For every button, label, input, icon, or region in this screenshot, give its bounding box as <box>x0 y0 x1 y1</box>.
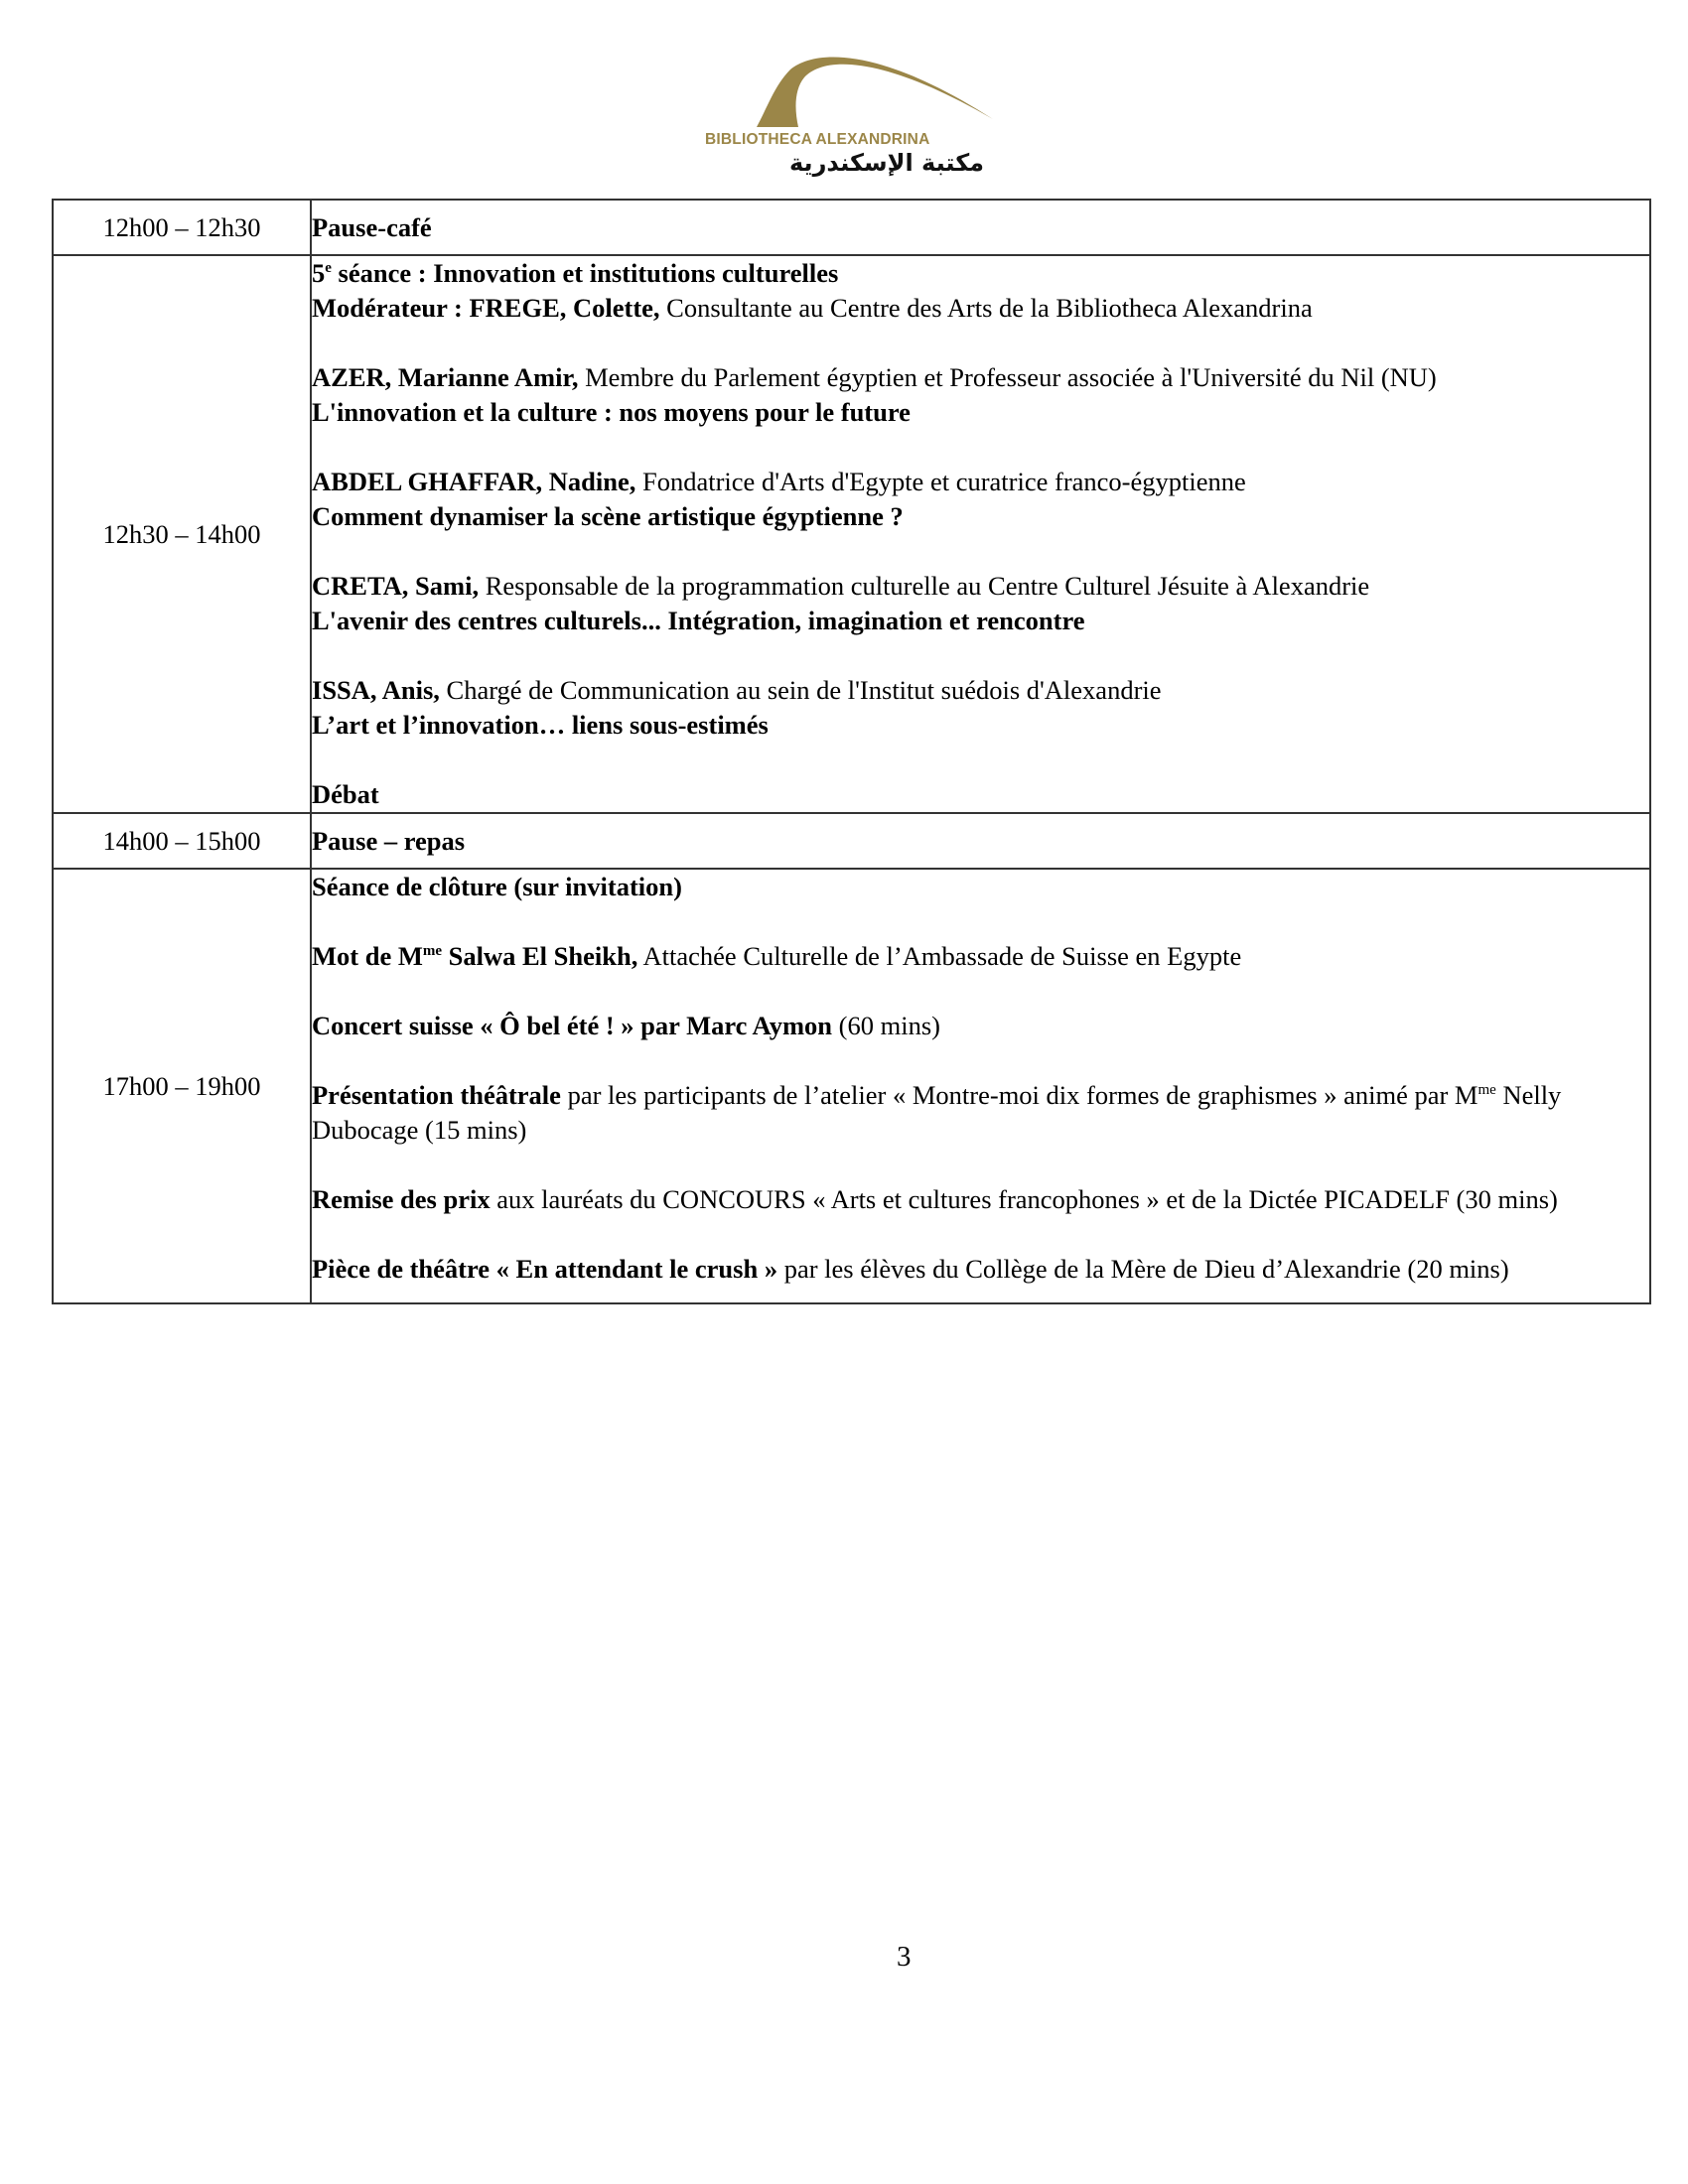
program-item <box>312 1182 1649 1217</box>
program-item <box>312 939 1649 974</box>
speaker <box>312 673 1649 708</box>
logo-latin-name: BIBLIOTHECA ALEXANDRINA <box>705 131 930 148</box>
session-title: Pause-café <box>311 200 1650 255</box>
item-bold: Salwa El Sheikh, <box>442 941 638 971</box>
item-bold: Mot de M <box>312 941 423 971</box>
speaker <box>312 465 1649 499</box>
session-title: Pause – repas <box>311 813 1650 869</box>
session-content <box>311 255 1650 813</box>
speaker-name: ISSA, Anis, <box>312 675 440 705</box>
debate-label: Débat <box>312 779 379 809</box>
time-slot: 12h30 – 14h00 <box>53 255 311 813</box>
speaker-name: CRETA, Sami, <box>312 571 480 601</box>
speaker-role: Responsable de la programmation culturelle au Centre Culturel Jésuite à Alexandrie <box>479 571 1370 601</box>
talk-title: L’art et l’innovation… liens sous-estimés <box>312 710 769 740</box>
moderator <box>312 291 1649 326</box>
item-text: par les participants de l’atelier « Montre-moi dix formes de graphismes » animé par M <box>560 1080 1478 1110</box>
item-text: aux lauréats du CONCOURS « Arts et cultures francophones » et de la Dictée PICADELF (30 mins) <box>490 1184 1558 1214</box>
program-item <box>312 1078 1649 1148</box>
session-heading <box>312 256 1649 291</box>
bibliotheca-alexandrina-logo <box>695 48 1003 187</box>
speaker-role: Fondatrice d'Arts d'Egypte et curatrice franco-égyptienne <box>635 467 1246 496</box>
page-number: 3 <box>897 1941 912 1973</box>
speaker <box>312 569 1649 604</box>
moderator-role: Consultante au Centre des Arts de la Bibliotheca Alexandrina <box>659 293 1313 323</box>
item-text: Nelly Dubocage (15 mins) <box>312 1080 1562 1145</box>
ordinal-suffix: e <box>325 260 332 276</box>
speaker-role: Chargé de Communication au sein de l'Institut suédois d'Alexandrie <box>439 675 1162 705</box>
talk-title: Comment dynamiser la scène artistique égyptienne ? <box>312 501 904 531</box>
item-text: Attachée Culturelle de l’Ambassade de Suisse en Egypte <box>637 941 1242 971</box>
agenda-table <box>52 199 1651 1304</box>
program-item <box>312 1009 1649 1043</box>
session-ordinal: 5 <box>312 258 326 288</box>
item-bold: Concert suisse « Ô bel été ! » par Marc Aymon <box>312 1011 833 1040</box>
session-title: séance : Innovation et institutions culturelles <box>331 258 839 288</box>
arc-logo-icon <box>695 48 1003 137</box>
item-bold: Pièce de théâtre « En attendant le crush » <box>312 1254 778 1284</box>
title-suffix: me <box>1477 1082 1496 1098</box>
item-bold: Présentation théâtrale <box>312 1080 561 1110</box>
time-slot: 17h00 – 19h00 <box>53 869 311 1303</box>
agenda-row <box>53 813 1650 869</box>
logo-arabic-name: مكتبة الإسكندرية <box>789 149 985 177</box>
moderator-name: Modérateur : FREGE, Colette, <box>312 293 660 323</box>
time-slot: 12h00 – 12h30 <box>53 200 311 255</box>
talk-title: L'innovation et la culture : nos moyens pour le future <box>312 397 911 427</box>
time-slot: 14h00 – 15h00 <box>53 813 311 869</box>
item-text: par les élèves du Collège de la Mère de Dieu d’Alexandrie (20 mins) <box>777 1254 1509 1284</box>
program-item <box>312 1252 1649 1287</box>
item-text: (60 mins) <box>832 1011 940 1040</box>
agenda-row <box>53 200 1650 255</box>
speaker <box>312 360 1649 395</box>
title-suffix: me <box>422 943 443 959</box>
agenda-row <box>53 255 1650 813</box>
talk-title: L'avenir des centres culturels... Intégration, imagination et rencontre <box>312 606 1085 635</box>
item-bold: Remise des prix <box>312 1184 491 1214</box>
speaker-name: AZER, Marianne Amir, <box>312 362 579 392</box>
session-content <box>311 869 1650 1303</box>
speaker-role: Membre du Parlement égyptien et Professeur associée à l'Université du Nil (NU) <box>578 362 1437 392</box>
agenda-row <box>53 869 1650 1303</box>
speaker-name: ABDEL GHAFFAR, Nadine, <box>312 467 636 496</box>
session-title: Séance de clôture (sur invitation) <box>312 872 682 901</box>
